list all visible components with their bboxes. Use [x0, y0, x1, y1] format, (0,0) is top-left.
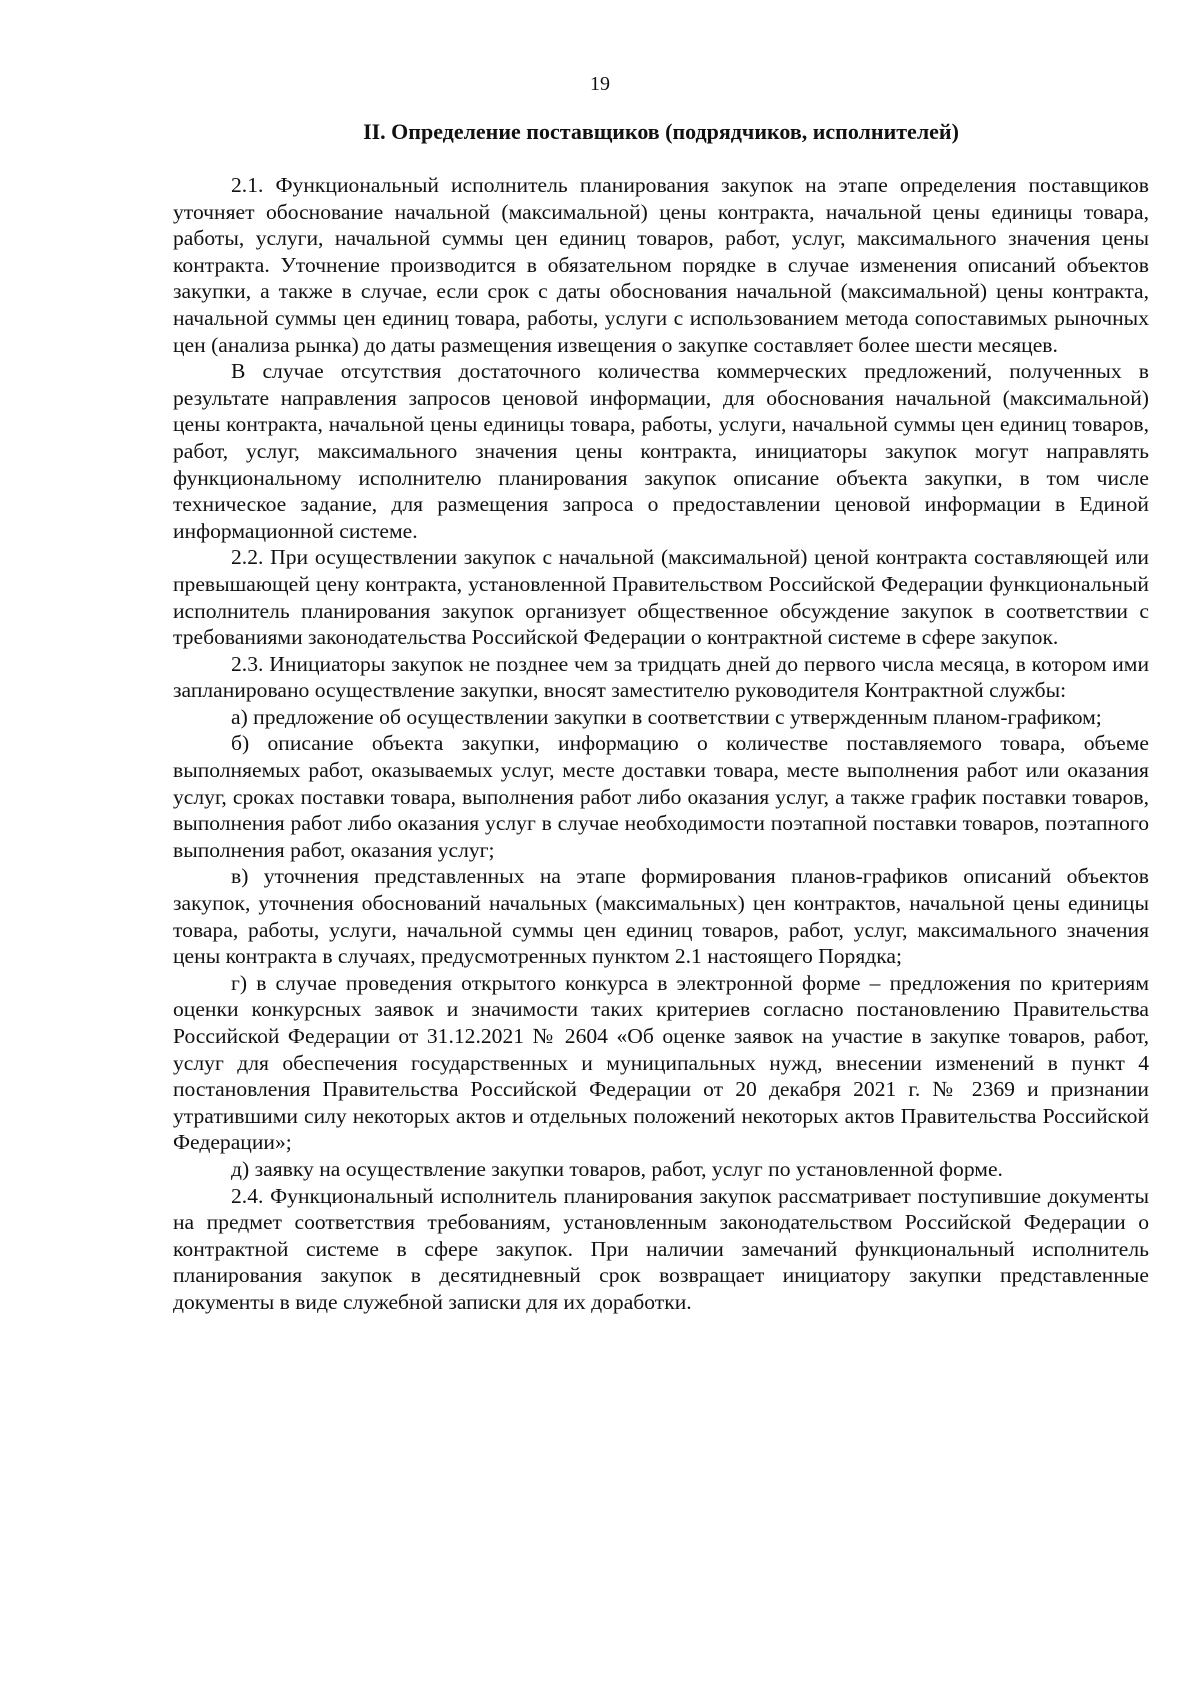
list-item-d: д) заявку на осуществление закупки товаров, работ, услуг по установленной форме.	[231, 1156, 1003, 1181]
paragraph-2-1: 2.1. Функциональный исполнитель планирования закупок на этапе определения поставщиков уточняет обоснование начальной (максимальной) цены контракта, начальной цены единицы товара, работы, услуги, начальной суммы цен единиц товаров, работ, услуг, максимального значения цены контракта. Уточнение производится в обязательном порядке в случае изменения описаний объектов закупки, а также в случае, если срок с даты обоснования начальной (максимальной) цены контракта, начальной суммы цен единиц товара, работы, услуги с использованием метода сопоставимых рыночных цен (анализа рынка) до даты размещения извещения о закупке составляет более шести месяцев.	[173, 173, 1149, 357]
list-item-a: а) предложение об осуществлении закупки в соответствии с утвержденным планом-графиком;	[231, 704, 1102, 729]
paragraph-2-1-continued: В случае отсутствия достаточного количества коммерческих предложений, полученных в результате направления запросов ценовой информации, для обоснования начальной (максимальной) цены контракта, начальной цены единицы товара, работы, услуги, начальной суммы цен единиц товаров, работ, услуг, максимального значения цены контракта, инициаторы закупок могут направлять функциональному исполнителю планирования закупок описание объекта закупки, в том числе техническое задание, для размещения запроса о предоставлении ценовой информации в Единой информационной системе.	[173, 359, 1149, 543]
list-item-b: б) описание объекта закупки, информацию о количестве поставляемого товара, объеме выполняемых работ, оказываемых услуг, месте доставки товара, месте выполнения работ или оказания услуг, сроках поставки товара, выполнения работ либо оказания услуг, а также график поставки товаров, выполнения работ либо оказания услуг в случае необходимости поэтапной поставки товаров, поэтапного выполнения работ, оказания услуг;	[173, 731, 1149, 862]
document-body	[173, 172, 1149, 1316]
paragraph-2-2: 2.2. При осуществлении закупок с начальной (максимальной) ценой контракта составляющей или превышающей цену контракта, установленной Правительством Российской Федерации функциональный исполнитель планирования закупок организует общественное обсуждение закупок в соответствии с требованиями законодательства Российской Федерации о контрактной системе в сфере закупок.	[173, 545, 1149, 650]
paragraph-2-3: 2.3. Инициаторы закупок не позднее чем за тридцать дней до первого числа месяца, в котором ими запланировано осуществление закупки, вносят заместителю руководителя Контрактной службы:	[173, 651, 1149, 703]
paragraph-2-4: 2.4. Функциональный исполнитель планирования закупок рассматривает поступившие документы на предмет соответствия требованиям, установленным законодательством Российской Федерации о контрактной системе в сфере закупок. При наличии замечаний функциональный исполнитель планирования закупок в десятидневный срок возвращает инициатору закупки представленные документы в виде служебной записки для их доработки.	[173, 1183, 1149, 1314]
list-item-v: в) уточнения представленных на этапе формирования планов-графиков описаний объектов закупок, уточнения обоснований начальных (максимальных) цен контрактов, начальной цены единицы товара, работы, услуги, начальной суммы цен единиц товаров, работ, услуг, максимального значения цены контракта в случаях, предусмотренных пунктом 2.1 настоящего Порядка;	[173, 864, 1149, 969]
list-item-g: г) в случае проведения открытого конкурса в электронной форме – предложения по критериям оценки конкурсных заявок и значимости таких критериев согласно постановлению Правительства Российской Федерации от 31.12.2021 № 2604 «Об оценке заявок на участие в закупке товаров, работ, услуг для обеспечения государственных и муниципальных нужд, внесении изменений в пункт 4 постановления Правительства Российской Федерации от 20 декабря 2021 г. № 2369 и признании утратившими силу некоторых актов и отдельных положений некоторых актов Правительства Российской Федерации»;	[173, 970, 1149, 1155]
section-title: II. Определение поставщиков (подрядчиков, исполнителей)	[363, 119, 959, 144]
page-number: 19	[590, 73, 610, 95]
